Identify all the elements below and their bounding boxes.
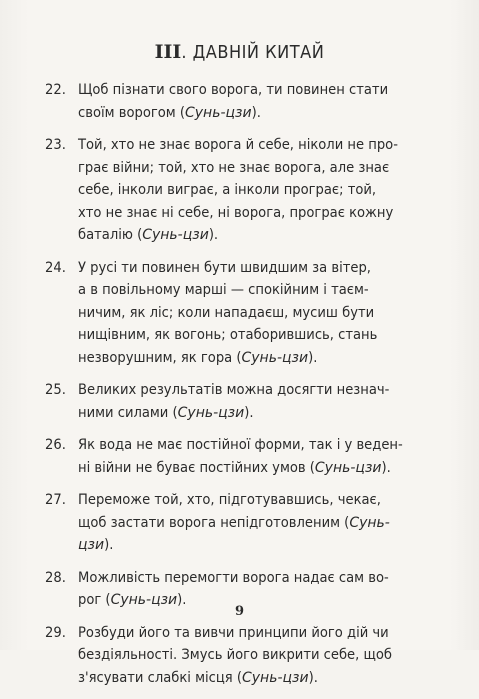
text-line [78, 622, 445, 645]
aphorism-text [78, 379, 445, 424]
aphorism-number: 29. [45, 623, 66, 641]
citation-author: Сунь- [349, 514, 390, 531]
text-line [78, 434, 445, 457]
line-text: хто не знає ні себе, ні ворога, програє кожну [78, 203, 394, 221]
text-line [78, 457, 445, 480]
text-line [78, 302, 445, 325]
line-text: У русі ти повинен бути швидшим за вітер, [78, 258, 371, 276]
aphorism-entry [45, 79, 445, 124]
text-line [78, 402, 445, 425]
citation-author: Сунь-цзи [242, 669, 309, 686]
page-number: 9 [234, 604, 245, 619]
aphorism-number: 27. [45, 491, 66, 508]
line-text-end: ). [104, 536, 114, 553]
line-text: баталію ( [78, 226, 143, 243]
line-text: рог ( [78, 591, 111, 608]
aphorism-text [78, 489, 445, 557]
line-text: Можливість перемогти ворога надає сам во- [78, 568, 389, 586]
line-text-end: ). [251, 103, 261, 121]
line-text: ні війни не буває постійних умов ( [78, 458, 315, 476]
line-text: а в повільному марші — спокійним і таєм- [78, 281, 369, 298]
aphorism-text [78, 257, 445, 370]
aphorism-text [78, 434, 445, 479]
chapter-heading [0, 41, 479, 63]
text-line [78, 224, 445, 247]
aphorism-entry [45, 379, 445, 424]
aphorism-entry [45, 434, 445, 479]
citation-author: Сунь-цзи [142, 227, 209, 243]
citation-author: Сунь-цзи [184, 104, 252, 121]
text-line [78, 644, 445, 667]
line-text: Щоб пізнати свого ворога, ти повинен стати [78, 81, 389, 98]
line-text: ними силами ( [78, 403, 178, 421]
aphorism-text [78, 622, 445, 690]
line-text: щоб застати ворога непідготовленим ( [78, 513, 350, 531]
citation-author: Сунь-цзи [314, 459, 382, 476]
text-line [78, 667, 445, 690]
text-line [78, 379, 445, 402]
line-text: Розбуди його та вивчи принципи його дій чи [78, 623, 389, 641]
text-line [78, 79, 445, 102]
text-line [78, 534, 445, 557]
citation-author: Сунь-цзи [177, 404, 245, 421]
aphorism-text [78, 79, 445, 124]
line-text-end: ). [244, 403, 254, 421]
chapter-number: III [154, 41, 182, 63]
aphorism-text [78, 134, 445, 247]
citation-author: Сунь-цзи [110, 592, 178, 608]
line-text-end: ). [308, 348, 318, 366]
line-text-end: ). [177, 591, 187, 608]
chapter-separator: . [181, 42, 193, 63]
line-text: грає війни; той, хто не знає ворога, але знає [78, 158, 390, 176]
line-text: Великих результатів можна досягти незнач- [78, 381, 390, 398]
text-line [78, 102, 445, 125]
line-text-end: ). [208, 226, 219, 243]
citation-author: цзи [78, 537, 105, 553]
text-line [78, 257, 445, 280]
text-line [78, 347, 445, 370]
text-line [78, 202, 445, 225]
aphorism-entry [45, 134, 445, 247]
text-line [78, 179, 445, 202]
line-text: Той, хто не знає ворога й себе, ніколи не про- [78, 136, 398, 153]
text-line [78, 134, 445, 157]
line-text: ничим, як ліс; коли нападаєш, мусиш бути [78, 303, 375, 321]
line-text: Як вода не має постійної форми, так і у веден- [78, 436, 403, 453]
text-line [78, 512, 445, 535]
text-line [78, 157, 445, 180]
text-line [78, 324, 445, 347]
aphorism-entry [45, 622, 445, 690]
line-text-end: ). [381, 458, 391, 476]
aphorism-entry [45, 257, 445, 370]
line-text: незворушним, як гора ( [78, 348, 242, 366]
line-text: себе, інколи виграє, а інколи програє; той, [78, 181, 377, 198]
line-text: з'ясувати слабкі місця ( [78, 668, 242, 686]
line-text: своїм ворогом ( [78, 103, 185, 121]
aphorism-number: 26. [45, 436, 66, 453]
line-text-end: ). [308, 668, 318, 686]
line-text: Переможе той, хто, підготувавшись, чекає, [78, 491, 381, 508]
line-text: нищівним, як вогонь; отаборившись, стань [78, 326, 378, 343]
text-line [78, 279, 445, 302]
line-text: бездіяльності. Змусь його викрити себе, щоб [78, 646, 392, 663]
citation-author: Сунь-цзи [241, 349, 309, 366]
aphorism-number: 24. [45, 258, 66, 276]
aphorism-entry [45, 489, 445, 557]
aphorism-number: 28. [45, 568, 66, 586]
text-line [78, 489, 445, 512]
chapter-title: ДАВНІЙ КИТАЙ [192, 42, 325, 63]
aphorism-number: 23. [45, 136, 66, 153]
text-line [78, 567, 445, 590]
aphorism-number: 25. [45, 381, 66, 398]
aphorism-number: 22. [45, 81, 66, 98]
